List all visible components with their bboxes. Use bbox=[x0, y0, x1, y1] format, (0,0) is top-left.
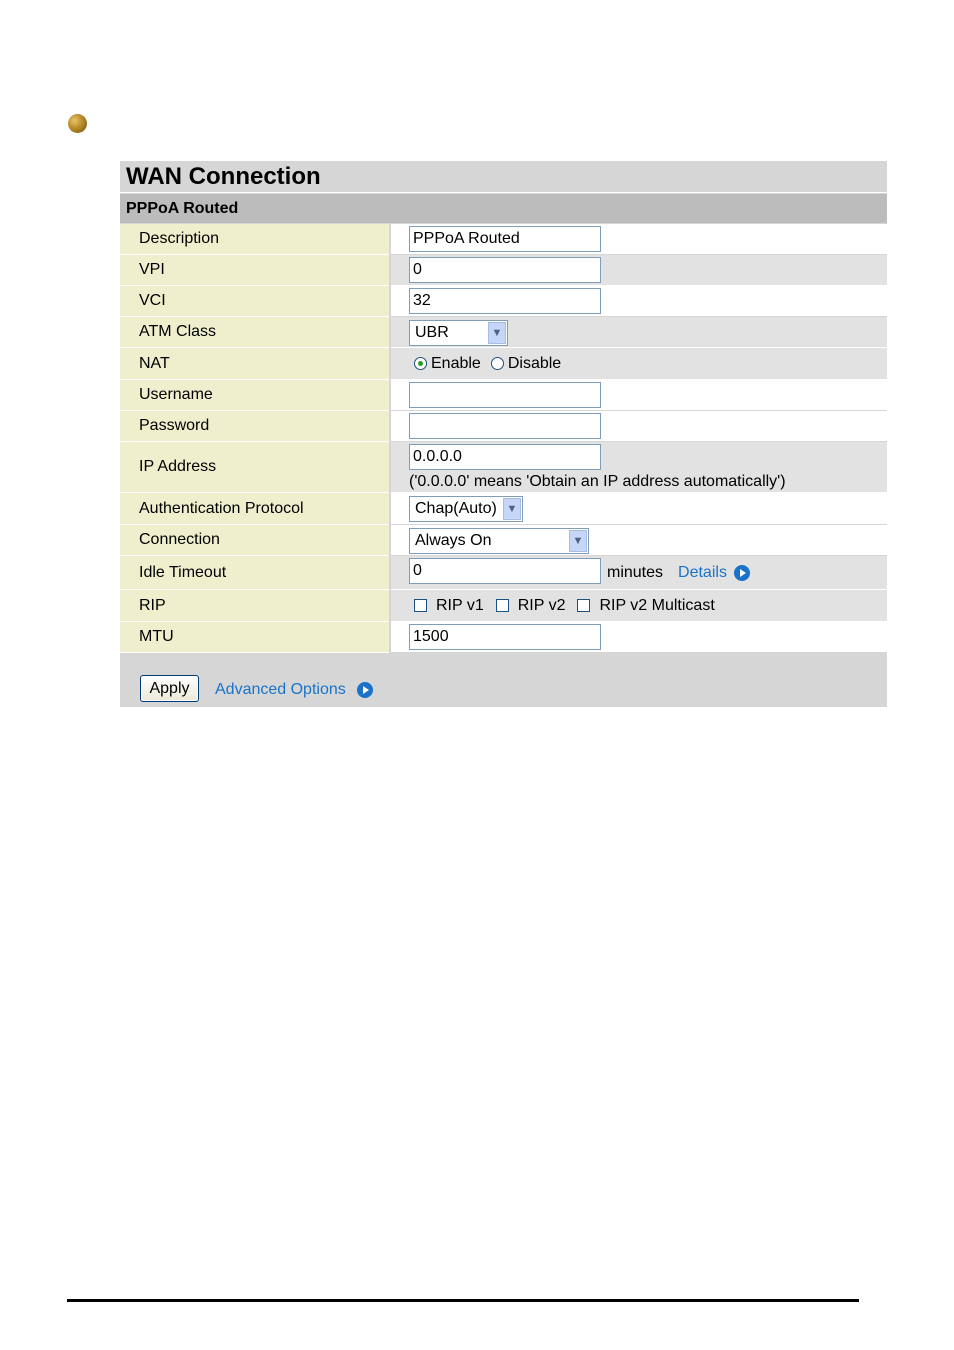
nat-disable-label: Disable bbox=[507, 354, 562, 372]
username-input[interactable] bbox=[409, 382, 601, 408]
rip-v1-checkbox[interactable] bbox=[414, 599, 427, 612]
auth-protocol-label: Authentication Protocol bbox=[120, 493, 389, 525]
row-username bbox=[120, 380, 887, 411]
connection-selected: Always On bbox=[415, 532, 492, 549]
page-title: WAN Connection bbox=[120, 161, 887, 193]
section-title: PPPoA Routed bbox=[120, 194, 887, 223]
mtu-label: MTU bbox=[120, 622, 389, 653]
atm-class-label: ATM Class bbox=[120, 317, 389, 348]
bullet-icon bbox=[68, 114, 87, 133]
row-idle-timeout bbox=[120, 556, 887, 590]
apply-button[interactable]: Apply bbox=[140, 675, 199, 702]
rip-v2-multicast-label: RIP v2 Multicast bbox=[599, 596, 715, 614]
ip-address-input[interactable]: 0.0.0.0 bbox=[409, 444, 601, 470]
row-auth-protocol bbox=[120, 493, 887, 525]
chevron-down-icon[interactable]: ▼ bbox=[488, 322, 506, 344]
details-link[interactable]: Details bbox=[678, 563, 727, 581]
description-input[interactable]: PPPoA Routed bbox=[409, 226, 601, 252]
description-label: Description bbox=[120, 224, 389, 255]
wan-connection-panel bbox=[120, 161, 887, 707]
vci-label: VCI bbox=[120, 286, 389, 317]
footer-divider bbox=[67, 1299, 859, 1302]
row-description bbox=[120, 224, 887, 255]
idle-timeout-unit: minutes bbox=[607, 563, 664, 581]
atm-class-select[interactable] bbox=[409, 320, 508, 346]
row-rip bbox=[120, 590, 887, 622]
nat-label: NAT bbox=[120, 348, 389, 380]
mtu-input[interactable]: 1500 bbox=[409, 624, 601, 650]
connection-select[interactable] bbox=[409, 528, 589, 554]
row-connection bbox=[120, 525, 887, 556]
nat-enable-radio[interactable] bbox=[414, 357, 427, 370]
row-nat bbox=[120, 348, 887, 380]
rip-v2-checkbox[interactable] bbox=[496, 599, 509, 612]
ip-address-label: IP Address bbox=[120, 442, 389, 493]
advanced-options-label[interactable]: Advanced Options bbox=[215, 681, 346, 698]
vpi-input[interactable]: 0 bbox=[409, 257, 601, 283]
chevron-down-icon[interactable]: ▼ bbox=[503, 498, 521, 520]
idle-timeout-label: Idle Timeout bbox=[120, 556, 389, 590]
idle-timeout-input[interactable]: 0 bbox=[409, 558, 601, 584]
auth-protocol-selected: Chap(Auto) bbox=[415, 500, 497, 517]
username-label: Username bbox=[120, 380, 389, 411]
chevron-down-icon[interactable]: ▼ bbox=[569, 530, 587, 552]
ip-address-note: ('0.0.0.0' means 'Obtain an IP address automatically') bbox=[409, 473, 786, 490]
row-vci bbox=[120, 286, 887, 317]
vpi-label: VPI bbox=[120, 255, 389, 286]
row-vpi bbox=[120, 255, 887, 286]
rip-v1-label: RIP v1 bbox=[436, 596, 484, 614]
row-mtu bbox=[120, 622, 887, 653]
atm-class-selected: UBR bbox=[415, 324, 449, 341]
nat-enable-label: Enable bbox=[431, 354, 481, 372]
rip-v2-label: RIP v2 bbox=[517, 596, 566, 614]
row-atm-class bbox=[120, 317, 887, 348]
row-password bbox=[120, 411, 887, 442]
vci-input[interactable]: 32 bbox=[409, 288, 601, 314]
password-label: Password bbox=[120, 411, 389, 442]
auth-protocol-select[interactable] bbox=[409, 496, 523, 522]
arrow-right-icon[interactable] bbox=[734, 565, 750, 581]
arrow-right-icon[interactable] bbox=[357, 682, 373, 698]
rip-v2-multicast-checkbox[interactable] bbox=[577, 599, 590, 612]
rip-label: RIP bbox=[120, 590, 389, 622]
row-ip-address bbox=[120, 442, 887, 493]
nat-disable-radio[interactable] bbox=[491, 357, 504, 370]
advanced-options-link[interactable] bbox=[215, 681, 373, 699]
connection-label: Connection bbox=[120, 525, 389, 556]
password-input[interactable] bbox=[409, 413, 601, 439]
